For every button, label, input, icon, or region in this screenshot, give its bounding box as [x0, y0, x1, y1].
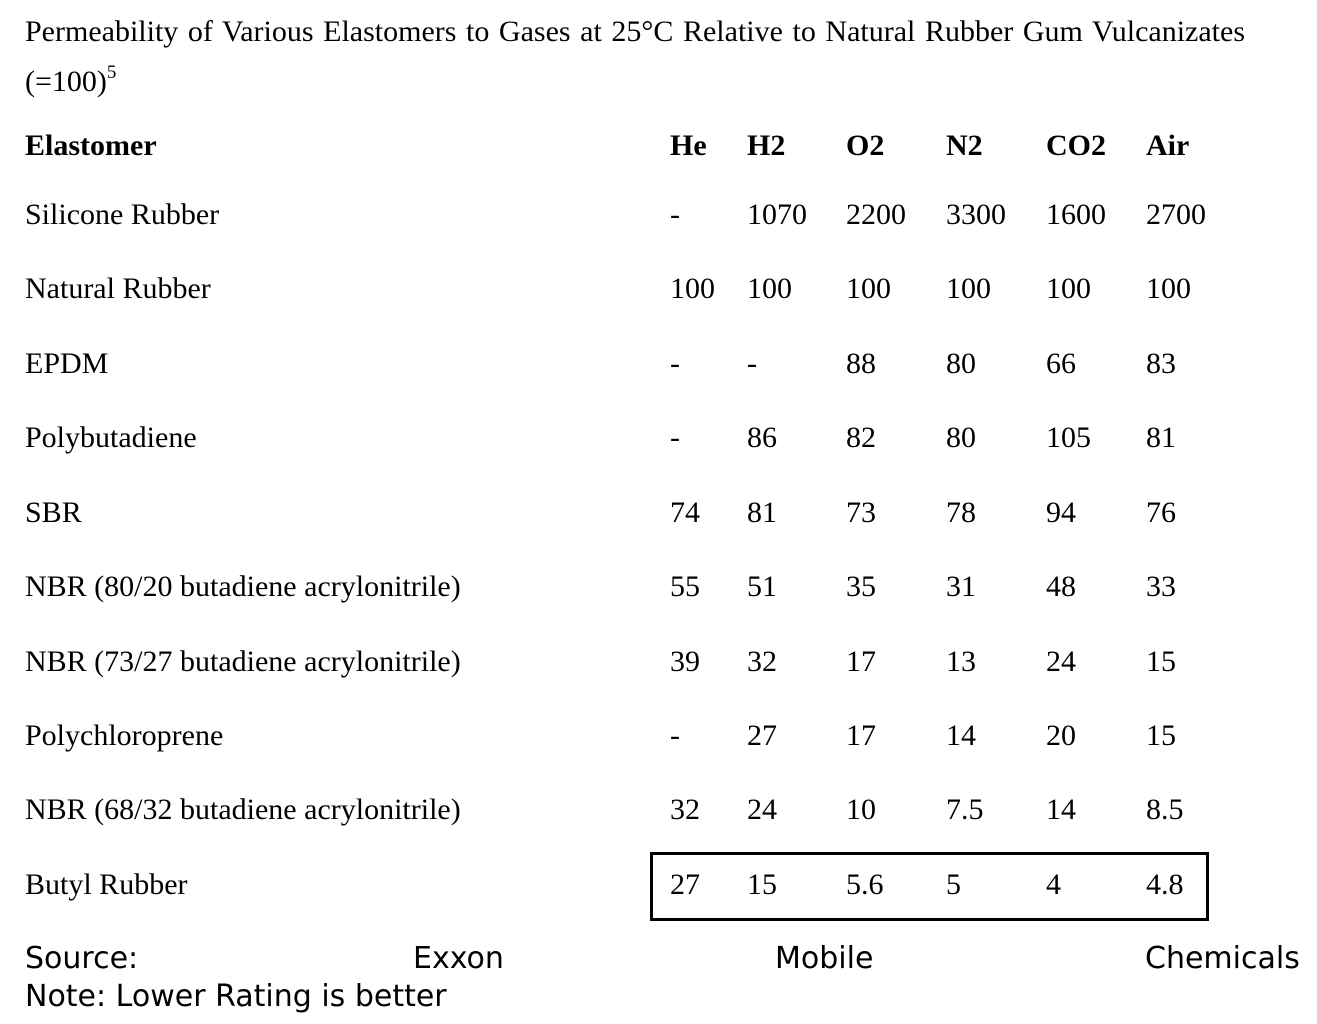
cell-n2: 100 — [946, 272, 991, 305]
cell-n2: 5 — [946, 868, 961, 901]
header-o2: O2 — [846, 129, 885, 162]
cell-he: 74 — [670, 496, 700, 529]
cell-n2: 3300 — [946, 198, 1006, 231]
cell-h2: 1070 — [747, 198, 807, 231]
cell-h2: 100 — [747, 272, 792, 305]
cell-co2: 48 — [1046, 570, 1076, 603]
cell-o2: 2200 — [846, 198, 906, 231]
cell-h2: 51 — [747, 570, 777, 603]
cell-h2: 15 — [747, 868, 777, 901]
cell-h2: 27 — [747, 719, 777, 752]
header-h2: H2 — [747, 129, 786, 162]
cell-air: 8.5 — [1146, 793, 1184, 826]
cell-n2: 14 — [946, 719, 976, 752]
cell-n2: 80 — [946, 347, 976, 380]
cell-n2: 80 — [946, 421, 976, 454]
cell-he: - — [670, 198, 680, 231]
cell-air: 4.8 — [1146, 868, 1184, 901]
cell-h2: 86 — [747, 421, 777, 454]
cell-air: 81 — [1146, 421, 1176, 454]
cell-o2: 17 — [846, 719, 876, 752]
cell-he: - — [670, 719, 680, 752]
row-label: Silicone Rubber — [25, 198, 220, 231]
cell-air: 100 — [1146, 272, 1191, 305]
cell-he: 32 — [670, 793, 700, 826]
header-he: He — [670, 129, 707, 162]
cell-co2: 100 — [1046, 272, 1091, 305]
cell-o2: 82 — [846, 421, 876, 454]
cell-co2: 24 — [1046, 645, 1076, 678]
source-word-mobile: Mobile — [775, 941, 874, 976]
cell-air: 33 — [1146, 570, 1176, 603]
cell-he: 39 — [670, 645, 700, 678]
source-word-chemicals: Chemicals — [1145, 941, 1300, 976]
cell-o2: 73 — [846, 496, 876, 529]
source-label: Source: — [25, 941, 139, 976]
cell-h2: 81 — [747, 496, 777, 529]
header-n2: N2 — [946, 129, 983, 162]
cell-o2: 17 — [846, 645, 876, 678]
butyl-rubber-highlight-box — [650, 852, 1209, 921]
cell-co2: 105 — [1046, 421, 1091, 454]
note-text: Note: Lower Rating is better — [25, 979, 447, 1014]
cell-o2: 10 — [846, 793, 876, 826]
row-label: Polybutadiene — [25, 421, 197, 454]
row-label: SBR — [25, 496, 82, 529]
header-co2: CO2 — [1046, 129, 1106, 162]
row-label: NBR (80/20 butadiene acrylonitrile) — [25, 570, 461, 603]
cell-co2: 1600 — [1046, 198, 1106, 231]
cell-n2: 78 — [946, 496, 976, 529]
cell-he: - — [670, 421, 680, 454]
cell-he: 27 — [670, 868, 700, 901]
header-elastomer: Elastomer — [25, 129, 157, 162]
cell-o2: 100 — [846, 272, 891, 305]
row-label: EPDM — [25, 347, 109, 380]
cell-air: 76 — [1146, 496, 1176, 529]
cell-o2: 35 — [846, 570, 876, 603]
cell-air: 83 — [1146, 347, 1176, 380]
header-air: Air — [1146, 129, 1190, 162]
title-footnote-ref: 5 — [106, 62, 117, 83]
cell-air: 15 — [1146, 719, 1176, 752]
cell-h2: 32 — [747, 645, 777, 678]
cell-he: - — [670, 347, 680, 380]
title-text: Permeability of Various Elastomers to Gases at 25°C Relative to Natural Rubber Gum Vulcanizates (=100) — [25, 15, 1245, 98]
cell-h2: - — [747, 347, 757, 380]
cell-co2: 66 — [1046, 347, 1076, 380]
cell-air: 15 — [1146, 645, 1176, 678]
row-label: Natural Rubber — [25, 272, 211, 305]
row-label: Butyl Rubber — [25, 868, 188, 901]
document-title — [25, 10, 1245, 103]
cell-o2: 88 — [846, 347, 876, 380]
cell-n2: 31 — [946, 570, 976, 603]
cell-n2: 13 — [946, 645, 976, 678]
cell-co2: 14 — [1046, 793, 1076, 826]
row-label: Polychloroprene — [25, 719, 224, 752]
source-word-exxon: Exxon — [413, 941, 504, 976]
row-label: NBR (73/27 butadiene acrylonitrile) — [25, 645, 461, 678]
cell-he: 55 — [670, 570, 700, 603]
cell-co2: 94 — [1046, 496, 1076, 529]
cell-h2: 24 — [747, 793, 777, 826]
cell-he: 100 — [670, 272, 715, 305]
cell-co2: 4 — [1046, 868, 1061, 901]
row-label: NBR (68/32 butadiene acrylonitrile) — [25, 793, 461, 826]
cell-air: 2700 — [1146, 198, 1206, 231]
cell-co2: 20 — [1046, 719, 1076, 752]
cell-o2: 5.6 — [846, 868, 884, 901]
cell-n2: 7.5 — [946, 793, 984, 826]
